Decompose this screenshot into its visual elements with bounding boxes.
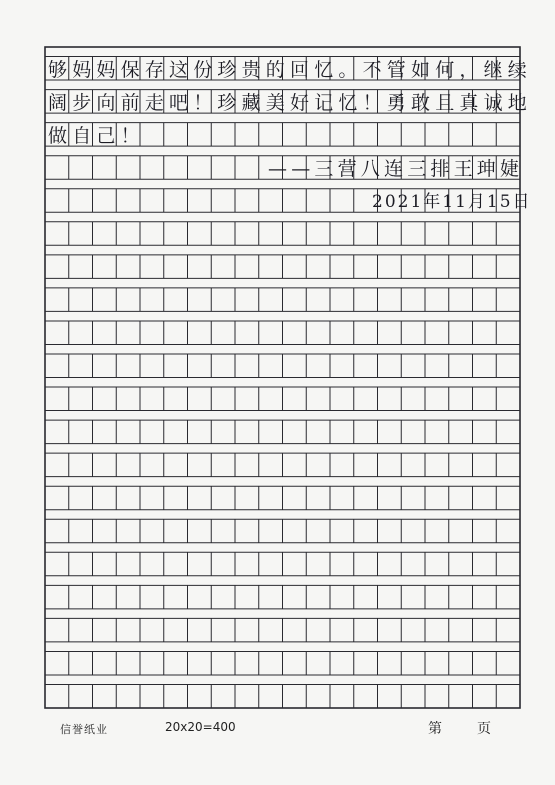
grid-row (45, 222, 520, 246)
grid-count-label: 20x20=400 (165, 720, 236, 734)
author-signature: ——三营八连三排王珅婕 (268, 158, 524, 180)
essay-date: 2021年11月15日 (372, 192, 532, 212)
page-number-prefix: 第 (428, 721, 442, 737)
essay-line-1: 够妈妈保存这份珍贵的回忆。不管如何，继续 (48, 59, 533, 81)
essay-line-2: 阔步向前走吧！珍藏美好记忆！勇敢且真诚地 (48, 92, 533, 114)
paper-brand: 信誉纸业 (60, 723, 108, 736)
grid-row (45, 651, 520, 675)
grid-row (45, 486, 520, 510)
grid-row (45, 585, 520, 609)
grid-row (45, 552, 520, 576)
grid-row (45, 519, 520, 543)
grid-row (45, 420, 520, 444)
grid-row (45, 618, 520, 642)
grid-row (45, 387, 520, 411)
essay-line-3: 做自己！ (48, 125, 145, 147)
grid-row (45, 354, 520, 378)
grid-row (45, 453, 520, 477)
page-number-suffix: 页 (477, 721, 491, 737)
grid-row (45, 685, 520, 709)
grid-row (45, 255, 520, 279)
grid-row (45, 288, 520, 312)
grid-row (45, 321, 520, 345)
